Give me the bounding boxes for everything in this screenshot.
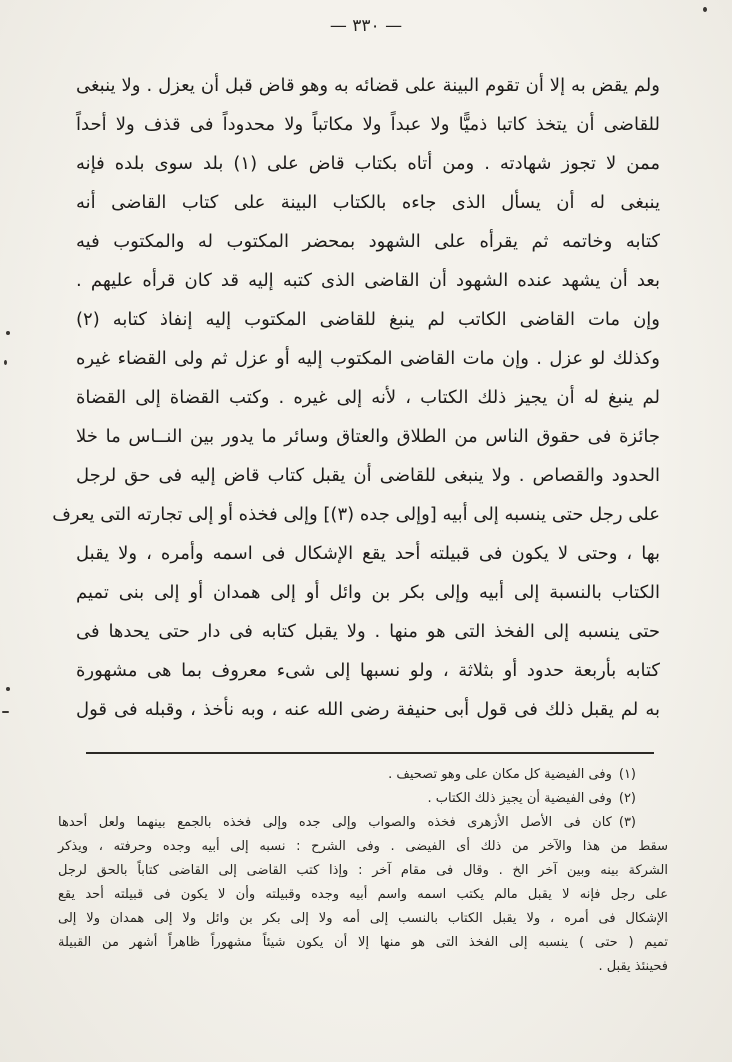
text-line: ولم يقض به إلا أن تقوم البينة على قضائه به وهو قاض قبل أن يعزل . ولا ينبغى xyxy=(76,75,660,96)
footnote-3-continuation: سقط من هذا والآخر من ذلك أى الفيضى . وفى الشرح : نسبه إلى أبيه وجده وحرفته ، ويذكر xyxy=(58,839,668,854)
text-line: الكتاب بالنسبة إلى أبيه وإلى بكر بن وائل أو إلى همدان أو إلى بنى تميم xyxy=(76,582,660,603)
text-line: ينبغى له أن يسأل الذى جاءه بالكتاب البينة على كتاب القاضى أنه xyxy=(76,192,660,213)
footnote-2-text: وفى الفيضية أن يجيز ذلك الكتاب . xyxy=(427,791,612,806)
scan-artifact xyxy=(6,331,10,335)
footnotes-block xyxy=(58,763,668,979)
footnote-1-marker: (١) xyxy=(618,767,636,782)
text-line: وكذلك لو عزل . وإن مات القاضى المكتوب إليه أو عزل ثم ولى القضاء غيره xyxy=(76,348,660,369)
footnote-2-marker: (٢) xyxy=(618,791,636,806)
text-line: للقاضى أن يتخذ كاتبا ذميًّا ولا عبداً ولا مكاتباً ولا محدوداً فى قذف ولا أحداً xyxy=(76,114,660,135)
text-line: الحدود والقصاص . ولا ينبغى للقاضى أن يقبل كتاب قاض إليه فى حق لرجل xyxy=(76,465,660,486)
text-line: جائزة فى حقوق الناس من الطلاق والعتاق وسائر ما يدور بين النــاس ما خلا xyxy=(76,426,660,447)
footnote-3-marker: (٣) xyxy=(618,815,636,830)
footnote-3 xyxy=(58,811,668,835)
text-line: كتابه وخاتمه ثم يقرأه على الشهود بمحضر المكتوب له والمكتوب فيه xyxy=(76,231,660,252)
footnote-1 xyxy=(58,763,668,787)
scan-artifact xyxy=(703,7,707,12)
footnote-divider xyxy=(86,752,654,754)
scan-artifact xyxy=(4,360,7,365)
main-text-block xyxy=(52,66,660,729)
footnote-3-continuation: الشركة بينه وبين آخر الخ . وقال فى مقام آخر : وإذا كتب القاضى إلى القاضى كتاباً بالحق لرجل xyxy=(58,863,668,878)
text-line: به لم يقبل ذلك فى قول أبى حنيفة رضى الله عنه ، وبه نأخذ ، وقبله فى قول xyxy=(76,699,660,720)
text-line: وإن مات القاضى الكاتب لم ينبغ للقاضى المكتوب إليه إنفاذ كتابه (٢) xyxy=(76,309,660,330)
scan-artifact xyxy=(2,711,9,713)
footnote-3-continuation: على رجل فإنه لا يقبل مالم يكتب اسمه واسم أبيه وجده وقبيلته وأن لا يكون فى قبيلته أحد يقع xyxy=(58,887,668,902)
footnote-3-text: كان فى الأصل الأزهرى فخذه والصواب وإلى جده وإلى فخذه بالجمع بينهما ولعل أحدها xyxy=(58,815,612,830)
footnote-1-text: وفى الفيضية كل مكان على وهو تصحيف . xyxy=(388,767,612,782)
text-line: ممن لا تجوز شهادته . ومن أتاه بكتاب قاض على (١) بلد سوى بلده فإنه xyxy=(76,153,660,174)
text-line: بعد أن يشهد عنده الشهود أن القاضى الذى كتبه إليه قد كان قرأه عليهم . xyxy=(76,270,660,291)
text-line: حتى ينسبه إلى الفخذ التى هو منها . ولا يقبل كتابه فى دار حتى يحدها فى xyxy=(76,621,660,642)
text-line: لم ينبغ له أن يجيز ذلك الكتاب ، لأنه إلى غيره . وكتب القضاة إلى القضاة xyxy=(76,387,660,408)
text-line: على رجل حتى ينسبه إلى أبيه [وإلى جده (٣)] وإلى فخذه أو إلى تجارته التى يعرف xyxy=(52,504,660,525)
text-line: بها ، وحتى لا يكون فى قبيلته أحد يقع الإشكال فى اسمه وأمره ، ولا يقبل xyxy=(76,543,660,564)
text-line: كتابه بأربعة حدود أو بثلاثة ، ولو نسبها إلى شىء معروف بما هى مشهورة xyxy=(76,660,660,681)
scan-artifact xyxy=(6,687,10,691)
footnote-3-continuation: تميم ( حتى ) ينسبه إلى الفخذ التى هو منها إلا أن يكون شيئاً مشهوراً ظاهراً أشهر من القبيلة xyxy=(58,935,668,950)
footnote-2 xyxy=(58,787,668,811)
page-number-header: — ٣٣٠ — xyxy=(329,16,403,36)
footnote-3-continuation: الإشكال فى أمره ، ولا يقبل الكتاب بالنسب إلى أمه ولا إلى بكر بن وائل ولا إلى همدان ولا إلى xyxy=(58,911,668,926)
footnote-3-last-line: فحينئذ يقبل . xyxy=(598,959,668,974)
